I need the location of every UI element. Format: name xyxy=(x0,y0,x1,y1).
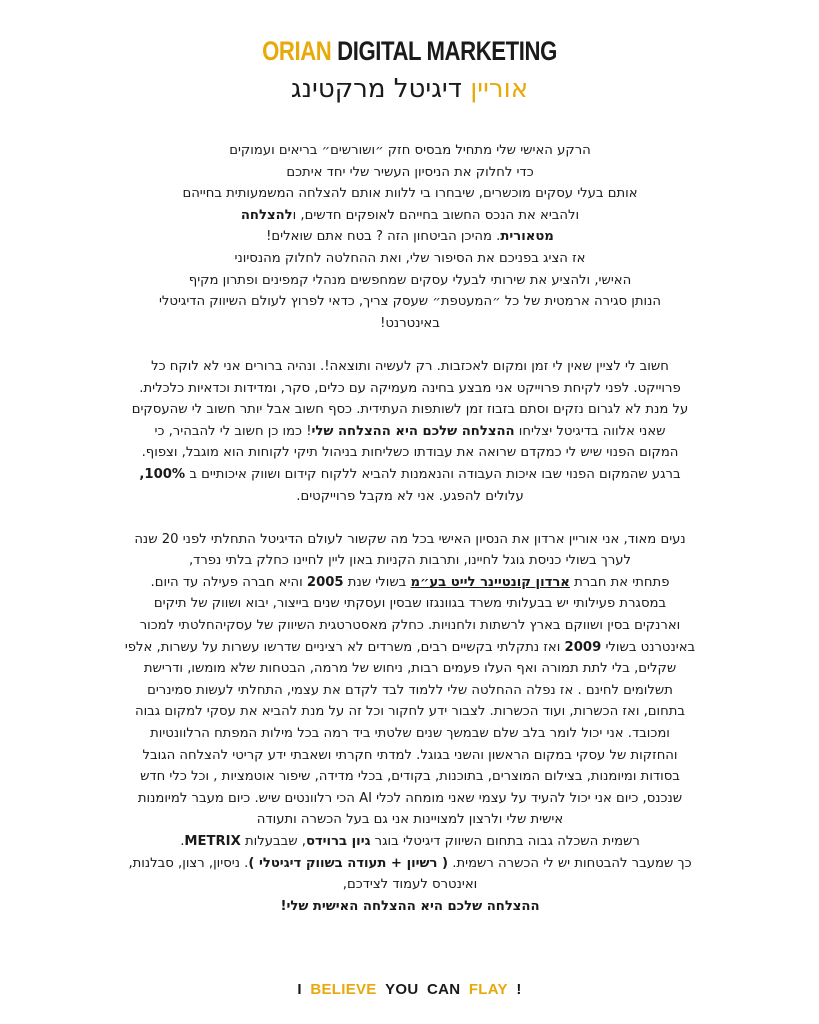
closing-slogan: ההצלחה שלכם היא ההצלחה האישית שלי! xyxy=(280,898,540,914)
title-en-rest: DIGITAL MARKETING xyxy=(337,36,557,66)
story-line xyxy=(70,572,750,594)
text-run: בשולי שנת xyxy=(343,574,411,590)
text-run: באינטרנט בשולי xyxy=(601,639,696,655)
bold-run: 2005 xyxy=(306,574,344,590)
title-he-brand: אוריין xyxy=(470,74,529,104)
story-line: שנכנס, כיום אני יכול להעיד על עצמי שאני מומחה לכלי AI הכי רלוונטים שיש. כיום מעבר למיומנות xyxy=(137,790,683,806)
story-line: תשלומים לחינם . אז נפלה ההחלטה שלי ללמוד לבד לקדם את עצמי, התחלתי לעשות סמינרים xyxy=(147,682,673,698)
text-run: , שבבעלות xyxy=(240,834,306,849)
body-text xyxy=(70,140,750,917)
intro-line: אותם בעלי עסקים מוכשרים, שיבחרו בי ללוות אותם להצלחה המשמעותית בחייהם xyxy=(182,186,638,202)
text-run: כך שמעבר להבטחות יש לי הכשרה רשמית. xyxy=(448,855,692,871)
title-he-rest: דיגיטל מרקטינג xyxy=(290,74,462,104)
text-run: פתחתי את חברת xyxy=(569,574,670,590)
commit-line: המקום הפנוי שיש לי כמקדם שרואה את עבודתו כשליחות בניהול תיקי לקוחות הוא מוגבל, וצפוף. xyxy=(141,445,679,461)
intro-paragraph xyxy=(70,140,750,334)
bold-run: מטאורית xyxy=(500,229,554,245)
intro-line: כדי לחלוק את הניסיון העשיר שלי יחד איתכם xyxy=(286,164,534,180)
text-run: ברגע שהמקום הפנוי שבו איכות העבודה והנאמנות להביא ללקוח קידום ושווק איכותיים ב xyxy=(185,466,681,482)
text-run: שאני אלווה בדיגיטל יצליחו xyxy=(514,423,666,439)
bold-run: 2009 xyxy=(564,639,602,655)
story-line: אישית שלי ולרצון למצויינות אני גם בעל הכשרה ותעודה xyxy=(256,812,564,828)
text-run: ! כמו כן חשוב לי להבהיר, כי xyxy=(154,423,312,439)
intro-line xyxy=(70,226,750,248)
commitment-paragraph xyxy=(70,356,750,507)
story-line: ואינטרס לעמוד לצידכם, xyxy=(342,877,478,893)
title-english xyxy=(74,34,746,68)
story-line: ומכובד. אני יכול לומר בלב שלם שבמשך שנים שלטתי ביד רמה בכל מילות המפתח הרלוונטיות xyxy=(150,726,670,742)
text-run: והיא חברה פעילה עד היום. xyxy=(150,574,307,590)
title-hebrew xyxy=(0,72,819,106)
commit-line: פרוייקט. לפני לקיחת פרוייקט אני מבצע בחינה מעמיקה עם כלים, סקר, ומדידות וכדאיות כלכלית. xyxy=(139,380,681,396)
intro-line: באינטרנט! xyxy=(380,315,440,331)
story-line: במסגרת פעילותי יש בבעלותי משרד בגוונגזו שבסין ועסקתי שנים בייצור, יבוא ושווק של תיקים xyxy=(153,596,667,612)
text-run: ואז נתקלתי בקשיים רבים, משרדים לא רציניים שדרשו עשרות על עשרות, אלפי xyxy=(124,639,565,655)
commit-line xyxy=(70,421,750,443)
intro-line: האישי, ולהציע את שירותי לבעלי עסקים שמחפשים מנהלי קמפינים ופתרון מקיף xyxy=(188,272,632,288)
footer-word: BELIEVE xyxy=(310,981,377,998)
company-name: ארדון קונטיינר לייט בע״מ xyxy=(410,574,570,590)
bold-run: ההצלחה שלכם היא ההצלחה שלי xyxy=(311,423,515,439)
story-line: והחזקות של עסקי במקום הראשון והשני בגוגל. למדתי חקרתי ושאבתי ידע קריטי להצלחה הגובל xyxy=(142,747,678,763)
footer-slogan xyxy=(0,981,819,998)
text-run: . מהיכן הביטחון הזה ? בטח אתם שואלים! xyxy=(266,229,501,245)
story-line: בסודות ומיומנות, בצילום המוצרים, בתוכנות, בקודים, בכלי מדידה, שיפור אוטמציות , וכל כלי חדש xyxy=(140,769,680,785)
intro-line: אז הציג בפניכם את הסיפור שלי, ואת ההחלטה לחלוק מהנסיוני xyxy=(234,250,586,266)
commit-line xyxy=(70,464,750,486)
bold-run: 100%, xyxy=(139,466,186,482)
text-run: . xyxy=(180,834,185,849)
story-line xyxy=(70,831,750,853)
story-paragraph xyxy=(70,529,750,918)
intro-line xyxy=(70,205,750,227)
bold-run: גיון ברוידס xyxy=(305,834,371,849)
story-line: שקלים, בלי לתת תמורה ואף העלו פעמים רבות, ניחוש של מרמה, הבטחות שלא מומשו, ודרישת xyxy=(143,661,677,677)
footer-word: YOU xyxy=(385,981,419,998)
page-header xyxy=(0,34,819,106)
story-line: בתחום, ואז הכשרות, ועוד הכשרות. לצבור ידע לחקור וכל זה על מנת להביא את עסקי למקום גבוה xyxy=(134,704,686,720)
story-line: לערך בשולי כניסת גוגל לחיינו, ותרבות הקניות באון ליין לחיינו כחלק בלתי נפרד, xyxy=(188,553,632,569)
story-line: נעים מאוד, אני אוריין ארדון את הנסיון האישי בכל מה שקשור לעולם הדיגיטל התחלתי לפני 20 שנה xyxy=(134,531,686,547)
text-run: ולהביא את הנכס החשוב בחייהם לאופקים חדשים, ו xyxy=(292,207,580,223)
commit-line: על מנת לא לגרום נזקים וסתם בזבוז זמן לשותפות העתידית. כסף חשוב אבל יותר חשוב לי שהעסקים xyxy=(131,402,689,418)
footer-word: CAN xyxy=(426,981,461,998)
footer-word: I xyxy=(297,981,302,998)
story-line xyxy=(70,853,750,875)
bold-run: להצלחה xyxy=(240,207,293,223)
text-run: . ניסיון, רצון, סבלנות, xyxy=(128,855,249,871)
commit-line: עלולים להפגע. אני לא מקבל פרוייקטים. xyxy=(296,488,524,504)
intro-line: הנותן סגירה ארמטית של כל ״המעטפת״ שעסק צריך, כדאי לפרוץ לעולם השיווק הדיגיטלי xyxy=(158,294,662,310)
title-en-brand: ORIAN xyxy=(262,36,332,66)
intro-line: הרקע האישי שלי מתחיל מבסיס חזק ״ושורשים״ בריאים ועמוקים xyxy=(229,143,591,158)
footer-word: ! xyxy=(516,981,522,998)
bold-run: METRIX xyxy=(184,834,241,849)
story-line: וארנקים בסין ושווקם בארץ לרשתות ולחנויות. כחלק מאסטרטגית השיווק של עסקיהחלטתי למכור xyxy=(139,618,681,634)
story-line xyxy=(70,637,750,659)
commit-line: חשוב לי לציין שאין לי זמן ומקום לאכזבות. רק לעשיה ותוצאה!. ונהיה ברורים אני לא לוקח כל xyxy=(151,358,669,374)
bold-run: ( רשיון + תעודה בשווק דיגיטלי ) xyxy=(248,855,449,871)
footer-word: FLAY xyxy=(468,981,508,998)
text-run: רשמית השכלה גבוה בתחום השיווק דיגיטלי בוגר xyxy=(370,834,640,849)
